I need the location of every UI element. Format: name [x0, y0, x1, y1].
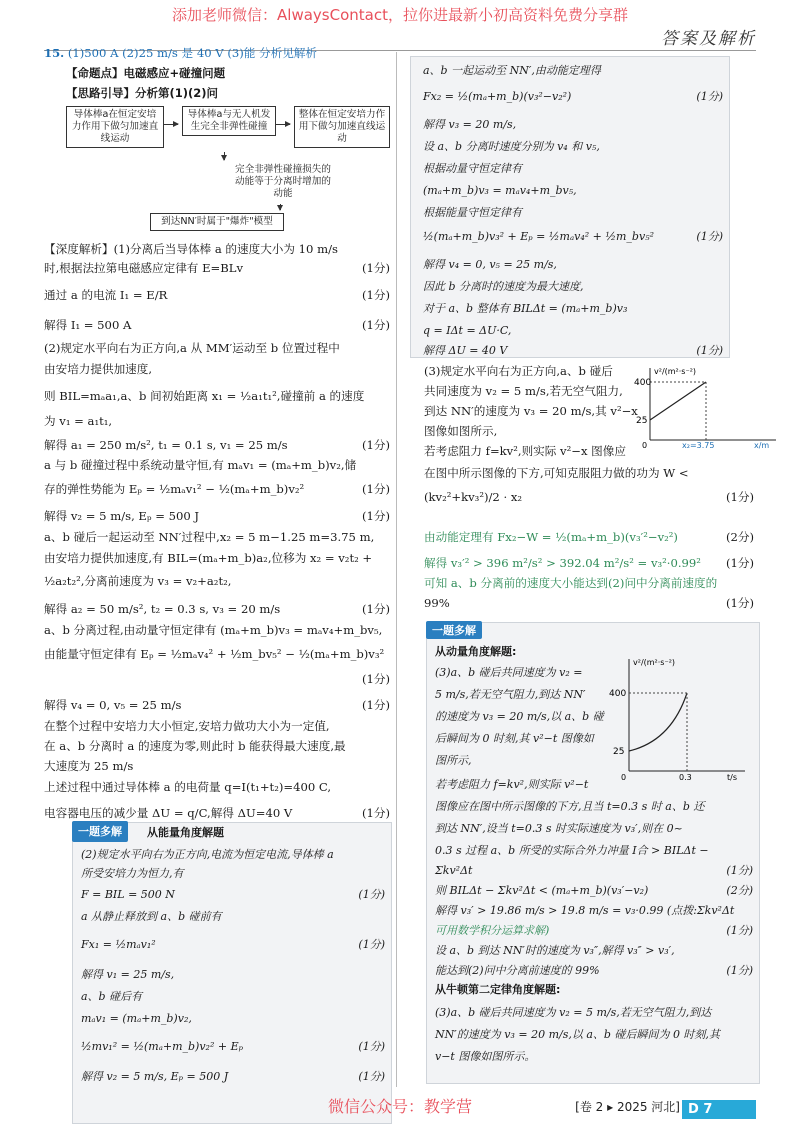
score: (1分) [726, 864, 753, 877]
analysis-line: 存的弹性势能为 Eₚ = ½mₐv₁² − ½(mₐ+m_b)v₂² [44, 482, 305, 496]
analysis-line: a、b 碰后一起运动至 NN′过程中,x₂ = 5 m−1.25 m=3.75 m, [44, 530, 375, 544]
score: (1分) [361, 318, 390, 332]
score: (1分) [358, 938, 385, 951]
right-line: 解得 ΔU = 40 V [423, 344, 508, 357]
v2-x-graph [636, 364, 780, 448]
analysis-line: 【深度解析】(1)分离后当导体棒 a 的速度大小为 10 m/s [44, 242, 338, 256]
score: (2分) [726, 884, 753, 897]
left-column [44, 44, 390, 1084]
footer-volume: [卷 2 ▸ 2025 河北] [575, 1100, 680, 1114]
panel-line: NN′的速度为 v₃ = 20 m/s,以 a、b 碰后瞬间为 0 时刻,其 [435, 1028, 720, 1041]
tick-25: 25 [636, 416, 648, 426]
v2-t-graph [607, 653, 751, 783]
analysis-line: 电容器电压的减少量 ΔU = q/C,解得 ΔU=40 V [44, 806, 293, 820]
analysis-line: 上述过程中通过导体棒 a 的电荷量 q=I(t₁+t₂)=400 C, [44, 780, 332, 794]
right-line: ½(mₐ+m_b)v₃² + Eₚ = ½mₐv₄² + ½m_bv₅² [423, 230, 655, 243]
flow-box-1: 导体棒a在恒定安培力作用下做匀加速直线运动 [66, 106, 164, 148]
multi-solution-panel-right [426, 622, 760, 1084]
panel-line: 所受安培力为恒力,有 [81, 867, 184, 880]
data-curve [629, 693, 687, 751]
analysis-line: 通过 a 的电流 I₁ = E/R [44, 288, 168, 302]
panel-line: mₐv₁ = (mₐ+m_b)v₂, [81, 1012, 192, 1025]
flow-arrow-4 [280, 204, 281, 210]
score: (1分) [725, 490, 754, 504]
panel-title-2: 从牛顿第二定律角度解题: [435, 983, 561, 996]
right-line: 到达 NN′的速度为 v₃ = 20 m/s,其 v²−x [424, 404, 638, 418]
analysis-line: 在 a、b 分离时 a 的速度为零,则此时 b 能获得最大速度,最 [44, 739, 346, 753]
panel-line: (2)规定水平向右为正方向,电流为恒定电流,导体棒 a [81, 848, 334, 861]
score: (1分) [361, 438, 390, 452]
score: (1分) [361, 698, 390, 712]
analysis-line: a 与 b 碰撞过程中系统动量守恒,有 mₐv₁ = (mₐ+m_b)v₂,储 [44, 458, 357, 472]
score: (1分) [361, 672, 390, 686]
right-line: 图像如图所示, [424, 424, 498, 438]
panel-line: 解得 v₁ = 25 m/s, [81, 968, 175, 981]
right-line: 设 a、b 分离时速度分别为 v₄ 和 v₅, [423, 140, 600, 153]
flow-arrow-3 [224, 152, 225, 160]
flow-arrow-2 [276, 124, 290, 125]
flow-box-4: 完全非弹性碰撞损失的动能等于分离时增加的动能 [232, 162, 334, 202]
x-mark: x₂=3.75 [682, 441, 715, 450]
tick-400: 400 [609, 689, 627, 699]
right-line: a、b 一起运动至 NN′,由动能定理得 [423, 64, 601, 77]
panel-line: 解得 v₃′ > 19.86 m/s > 19.8 m/s = v₃·0.99 (点拨:Σkv²Δt [435, 904, 735, 917]
panel-line: 设 a、b 到达 NN′时的速度为 v₃″,解得 v₃″ > v₃′, [435, 944, 675, 957]
tick-25: 25 [613, 747, 625, 757]
silu-yindao: 【思路引导】分析第(1)(2)问 [66, 86, 219, 100]
score: (1分) [725, 596, 754, 610]
panel-line: Σkv²Δt [435, 864, 473, 877]
analysis-line: 由安培力提供加速度, [44, 362, 153, 376]
panel-line: 图所示, [435, 754, 472, 767]
score: (1分) [358, 1070, 385, 1083]
panel-line: 到达 NN′,设当 t=0.3 s 时实际速度为 v₃′,则在 0~ [435, 822, 683, 835]
analysis-line: 时,根据法拉第电磁感应定律有 E=BLv [44, 261, 244, 275]
origin: 0 [642, 441, 648, 450]
score: (1分) [361, 482, 390, 496]
flow-box-3: 整体在恒定安培力作用下做匀加速直线运动 [294, 106, 390, 148]
score: (1分) [358, 888, 385, 901]
mingti-dian: 【命题点】电磁感应+碰撞问题 [66, 66, 226, 80]
score: (2分) [725, 530, 754, 544]
analysis-line: 由能量守恒定律有 Eₚ = ½mₐv₄² + ½m_bv₅² − ½(mₐ+m_b)v₃² [44, 647, 385, 661]
score: (1分) [696, 230, 723, 243]
flow-arrow-1 [164, 124, 178, 125]
panel-line: (3)a、b 碰后共同速度为 v₂ = 5 m/s,若无空气阻力,到达 [435, 1006, 712, 1019]
right-line: 解得 v₃ = 20 m/s, [423, 118, 517, 131]
question-number: 15. [44, 46, 65, 60]
right-line: 因此 b 分离时的速度为最大速度, [423, 280, 584, 293]
x-mark: 0.3 [679, 773, 692, 782]
right-line: 根据能量守恒定律有 [423, 206, 522, 219]
right-line: 根据动量守恒定律有 [423, 162, 522, 175]
analysis-line: (2)规定水平向右为正方向,a 从 MM′运动至 b 位置过程中 [44, 341, 340, 355]
multi-solution-badge: 一题多解 [72, 821, 128, 842]
origin: 0 [621, 773, 627, 782]
score: (1分) [361, 602, 390, 616]
flow-box-2: 导体棒a与无人机发生完全非弹性碰撞 [182, 106, 276, 136]
panel-line: 的速度为 v₃ = 20 m/s,以 a、b 碰 [435, 710, 604, 723]
xlabel: x/m [754, 441, 770, 450]
page-number: D 7 [682, 1100, 756, 1119]
score: (1分) [726, 924, 753, 937]
analysis-line: 解得 I₁ = 500 A [44, 318, 132, 332]
panel-line: 后瞬间为 0 时刻,其 v²−t 图像如 [435, 732, 594, 745]
question-answers: (1)500 A (2)25 m/s 是 40 V (3)能 分析见解析 [67, 46, 317, 60]
score: (1分) [361, 806, 390, 820]
multi-solution-badge: 一题多解 [426, 621, 482, 639]
analysis-line: 解得 v₂ = 5 m/s, Eₚ = 500 J [44, 509, 200, 523]
q15-answer-line [44, 44, 317, 63]
multi-solution-panel-left [72, 822, 392, 1124]
analysis-line: 解得 a₂ = 50 m/s², t₂ = 0.3 s, v₃ = 20 m/s [44, 602, 281, 616]
right-line: 可知 a、b 分离前的速度大小能达到(2)问中分离前速度的 [424, 576, 718, 590]
right-line: 共同速度为 v₂ = 5 m/s,若无空气阻力, [424, 384, 623, 398]
panel-line: 5 m/s,若无空气阻力,到达 NN′ [435, 688, 586, 701]
score: (1分) [361, 261, 390, 275]
panel-line: Fx₁ = ½mₐv₁² [81, 938, 156, 951]
header-title: 答案及解析 [661, 29, 756, 49]
score: (1分) [726, 964, 753, 977]
right-line: (3)规定水平向右为正方向,a、b 碰后 [424, 364, 613, 378]
panel-line: F = BIL = 500 N [81, 888, 175, 901]
right-line: 99% [424, 596, 450, 610]
right-line: 若考虑阻力 f=kv²,则实际 v²−x 图像应 [424, 444, 626, 458]
panel-line: a 从静止释放到 a、b 碰前有 [81, 910, 222, 923]
score: (1分) [696, 344, 723, 357]
score: (1分) [725, 556, 754, 570]
panel-line: 解得 v₂ = 5 m/s, Eₚ = 500 J [81, 1070, 229, 1083]
panel-line: 0.3 s 过程 a、b 所受的实际合外力冲量 I合 > BILΔt − [435, 844, 709, 857]
panel-line: 可用数学积分运算求解) [435, 924, 550, 937]
analysis-line: 解得 a₁ = 250 m/s², t₁ = 0.1 s, v₁ = 25 m/s [44, 438, 288, 452]
panel-title: 从动量角度解题: [435, 645, 517, 658]
panel-line: 图像应在图中所示图像的下方,且当 t=0.3 s 时 a、b 还 [435, 800, 705, 813]
right-line: q = IΔt = ΔU·C, [423, 324, 512, 337]
analysis-line: 大速度为 25 m/s [44, 759, 134, 773]
score: (1分) [361, 288, 390, 302]
right-line: Fx₂ = ½(mₐ+m_b)(v₃²−v₂²) [423, 90, 572, 103]
right-line: (kv₂²+kv₃²)/2 · x₂ [424, 490, 523, 504]
ylabel: v²/(m²·s⁻²) [633, 658, 676, 667]
right-line: 在图中所示图像的下方,可知克服阻力做的功为 W < [424, 466, 689, 480]
analysis-line: 在整个过程中安培力大小恒定,安培力做功大小为一定值, [44, 719, 330, 733]
panel-line: ½mv₁² = ½(mₐ+m_b)v₂² + Eₚ [81, 1040, 244, 1053]
watermark-top: 添加老师微信：AlwaysContact，拉你进最新小初高资料免费分享群 [172, 6, 628, 24]
panel-title: 从能量角度解题 [147, 826, 224, 839]
score: (1分) [696, 90, 723, 103]
right-line: 解得 v₃′² > 396 m²/s² > 392.04 m²/s² = v₃²·0.99² [424, 556, 701, 570]
right-line: 由动能定理有 Fx₂−W = ½(mₐ+m_b)(v₃′²−v₂²) [424, 530, 678, 544]
panel-line: 能达到(2)问中分离前速度的 99% [435, 964, 600, 977]
analysis-line: 为 v₁ = a₁t₁, [44, 414, 113, 428]
analysis-line: ½a₂t₂²,分离前速度为 v₃ = v₂+a₂t₂, [44, 574, 232, 588]
flow-box-5: 到达NN′时属于"爆炸"模型 [150, 213, 284, 231]
panel-line: a、b 碰后有 [81, 990, 143, 1003]
analysis-line: 解得 v₄ = 0, v₅ = 25 m/s [44, 698, 182, 712]
panel-line: (3)a、b 碰后共同速度为 v₂ = [435, 666, 583, 679]
right-line: (mₐ+m_b)v₃ = mₐv₄+m_bv₅, [423, 184, 577, 197]
right-column-top [410, 56, 730, 358]
ylabel: v²/(m²·s⁻²) [654, 367, 697, 376]
data-line [650, 382, 706, 420]
score: (1分) [361, 509, 390, 523]
panel-line: 则 BILΔt − Σkv²Δt < (mₐ+m_b)(v₃′−v₂) [435, 884, 649, 897]
analysis-line: a、b 分离过程,由动量守恒定律有 (mₐ+m_b)v₃ = mₐv₄+m_bv₅, [44, 623, 383, 637]
analysis-line: 则 BIL=mₐa₁,a、b 间初始距离 x₁ = ½a₁t₁²,碰撞前 a 的速度 [44, 389, 365, 403]
right-line: 解得 v₄ = 0, v₅ = 25 m/s, [423, 258, 557, 271]
tick-400: 400 [634, 378, 652, 388]
xlabel: t/s [727, 773, 737, 782]
column-divider [396, 52, 397, 1087]
footer-wechat: 微信公众号：教学营 [327, 1097, 472, 1116]
score: (1分) [358, 1040, 385, 1053]
right-line: 对于 a、b 整体有 BILΔt = (mₐ+m_b)v₃ [423, 302, 628, 315]
analysis-line: 由安培力提供加速度,有 BIL=(mₐ+m_b)a₂,位移为 x₂ = v₂t₂ + [44, 551, 373, 565]
panel-line: v−t 图像如图所示。 [435, 1050, 536, 1063]
panel-line: 若考虑阻力 f=kv²,则实际 v²−t [435, 778, 589, 791]
